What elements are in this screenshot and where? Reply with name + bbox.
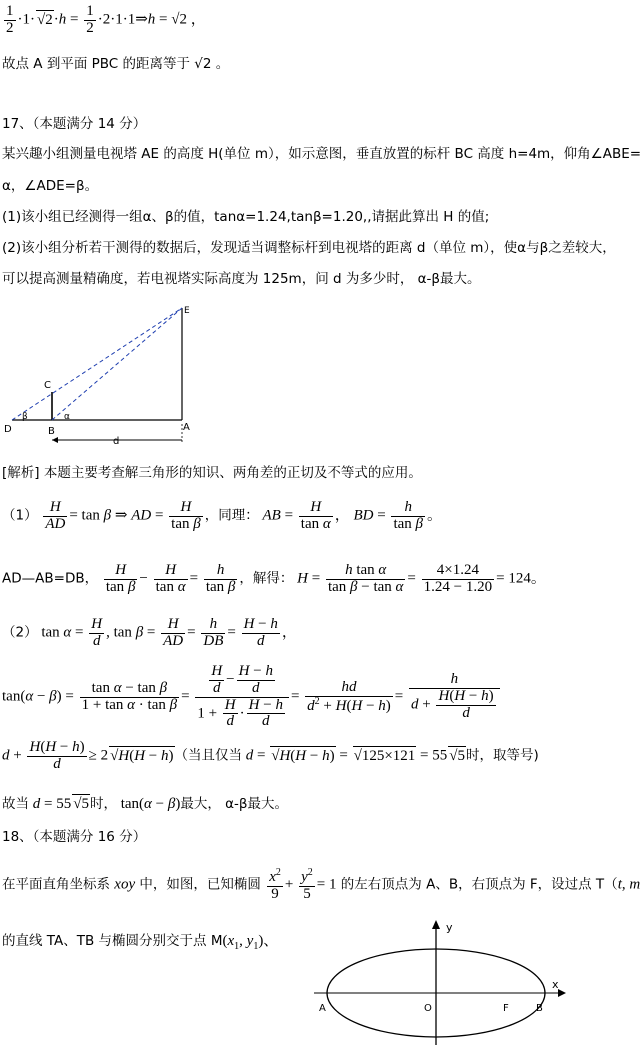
top-conclusion: 故点 A 到平面 PBC 的距离等于 √2 。 <box>2 56 230 72</box>
problem-18-stem-1: 在平面直角坐标系 xoy 中，如图，已知椭圆 $\frac{x^2}{9}$ + $\frac{y^2}{5}$ = 1 的左右顶点为 A、B，右顶点为 F，设过点 T（t, m <box>2 867 641 902</box>
solution-1-prefix: （1） <box>2 507 38 524</box>
label-B18: B <box>536 1003 543 1014</box>
label-D: D <box>4 424 12 435</box>
solution-2-prefix: AD—AB=DB， <box>2 570 99 587</box>
problem-18-stem-c: 的左右顶点为 A、B，右顶点为 F，设过点 T（ <box>336 876 618 893</box>
solution-5-tail: 时，取等号) <box>465 747 539 764</box>
problem-17-heading: 17、（本题满分 14 分） <box>2 116 147 132</box>
label-B: B <box>48 426 55 437</box>
solution-line-2: AD—AB=DB， $\frac{H}{\text{tan β}}$ − $\frac{H}{\text{tan α}}$ = $\frac{h}{\text{tan β}}$ ，解得： H = $\frac{\text{h tan α}}{\text{tan β − tan α}}$ = $\frac{4\times 1.24}{1.24 - 1.20}$ = 124。 <box>2 562 546 595</box>
tower-diagram <box>0 298 200 448</box>
problem-18-stem-b: 中，如图，已知椭圆 <box>135 876 266 893</box>
solution-6-prefix: 故当 <box>2 796 29 812</box>
solution-line-4: tan(α − β) = $\frac{\text{tan α − tan β}}{\text{1 + tan α · tan β}}$ = $\frac{H}{d}$ − $\frac{H - h}{d}$ 1 + $\frac{H}{d}$ · $\frac{H - h}{d}$ = $\frac{hd}{d^2 + H(H - h)}$ = h d + $\frac{H(H - h)}{d}$ <box>2 664 502 730</box>
label-F: F <box>503 1003 509 1014</box>
label-alpha: α <box>64 412 70 422</box>
solution-line-5: d + $\frac{H(H - h)}{d}$ ≥ 2√ H(H − h)（当且仅当 d = √ H(H − h) = √ 125×121 = 55√ 5时，取等号) <box>2 740 539 773</box>
solution-line-1: （1） $\frac{H}{AD}$ = tan β ⇒ AD = $\frac{H}{\text{tan β}}$ ，同理： AB = $\frac{H}{\text{tan α}}$ ， BD = $\frac{h}{\text{tan β}}$ 。 <box>2 499 443 532</box>
label-beta: β <box>22 412 28 422</box>
problem-18-stem-a: 在平面直角坐标系 <box>2 876 115 893</box>
top-equation: $\frac{1}{2}$ ·1·√ 2·h = $\frac{1}{2}$ ·2·1·1⇒h = √2 ， <box>2 4 206 37</box>
solution-5-note: （当且仅当 <box>174 747 242 764</box>
problem-17-stem-2: α，∠ADE=β。 <box>2 178 99 194</box>
problem-18-stem-d: 的直线 TA、TB 与椭圆分别交于点 M <box>2 933 223 949</box>
label-y: y <box>446 921 453 934</box>
solution-2-solve: ，解得： <box>239 570 294 587</box>
ellipse-diagram <box>310 918 572 1045</box>
solution-1-same: ，同理： <box>204 507 259 524</box>
solution-3-prefix: （2） <box>2 624 38 641</box>
label-A18: A <box>319 1003 326 1014</box>
solution-6-tail: 最大， α-β最大。 <box>180 796 289 812</box>
problem-17-question-2b: 可以提高测量精确度，若电视塔实际高度为 125m，问 d 为多少时， α-β最大。 <box>2 271 481 287</box>
problem-17-question-2a: (2)该小组分析若干测得的数据后，发现适当调整标杆到电视塔的距离 d（单位 m），使α与β之差较大， <box>2 240 616 256</box>
solution-line-3: （2） tan α = $\frac{H}{d}$ , tan β = $\frac{H}{AD}$ = $\frac{h}{DB}$ = $\frac{H - h}{d}$ ， <box>2 616 297 649</box>
label-C: C <box>44 380 51 391</box>
problem-18-stem-2: 的直线 TA、TB 与椭圆分别交于点 $M(x_1$, $y_1$)、 <box>2 933 279 952</box>
analysis-text: [解析] 本题主要考查解三角形的知识、两角差的正切及不等式的应用。 <box>2 465 422 481</box>
label-d: d <box>113 436 120 447</box>
label-O: O <box>424 1003 432 1014</box>
label-E: E <box>184 306 190 316</box>
problem-17-stem-1: 某兴趣小组测量电视塔 AE 的高度 H(单位 m），如示意图，垂直放置的标杆 BC 高度 h=4m，仰角∠ABE= <box>2 146 642 162</box>
problem-18-heading: 18、（本题满分 16 分） <box>2 829 147 845</box>
top-equation-result: = √2 ， <box>159 11 206 28</box>
solution-line-6: 故当 d = 55√ 5时， tan(α − β)最大， α-β最大。 <box>2 794 288 813</box>
problem-17-question-1: (1)该小组已经测得一组α、β的值，tanα=1.24,tanβ=1.20,,请据此算出 H 的值; <box>2 209 490 225</box>
solution-6-mid: 时， <box>89 796 117 812</box>
label-x: x <box>552 978 559 991</box>
label-A: A <box>183 422 190 433</box>
